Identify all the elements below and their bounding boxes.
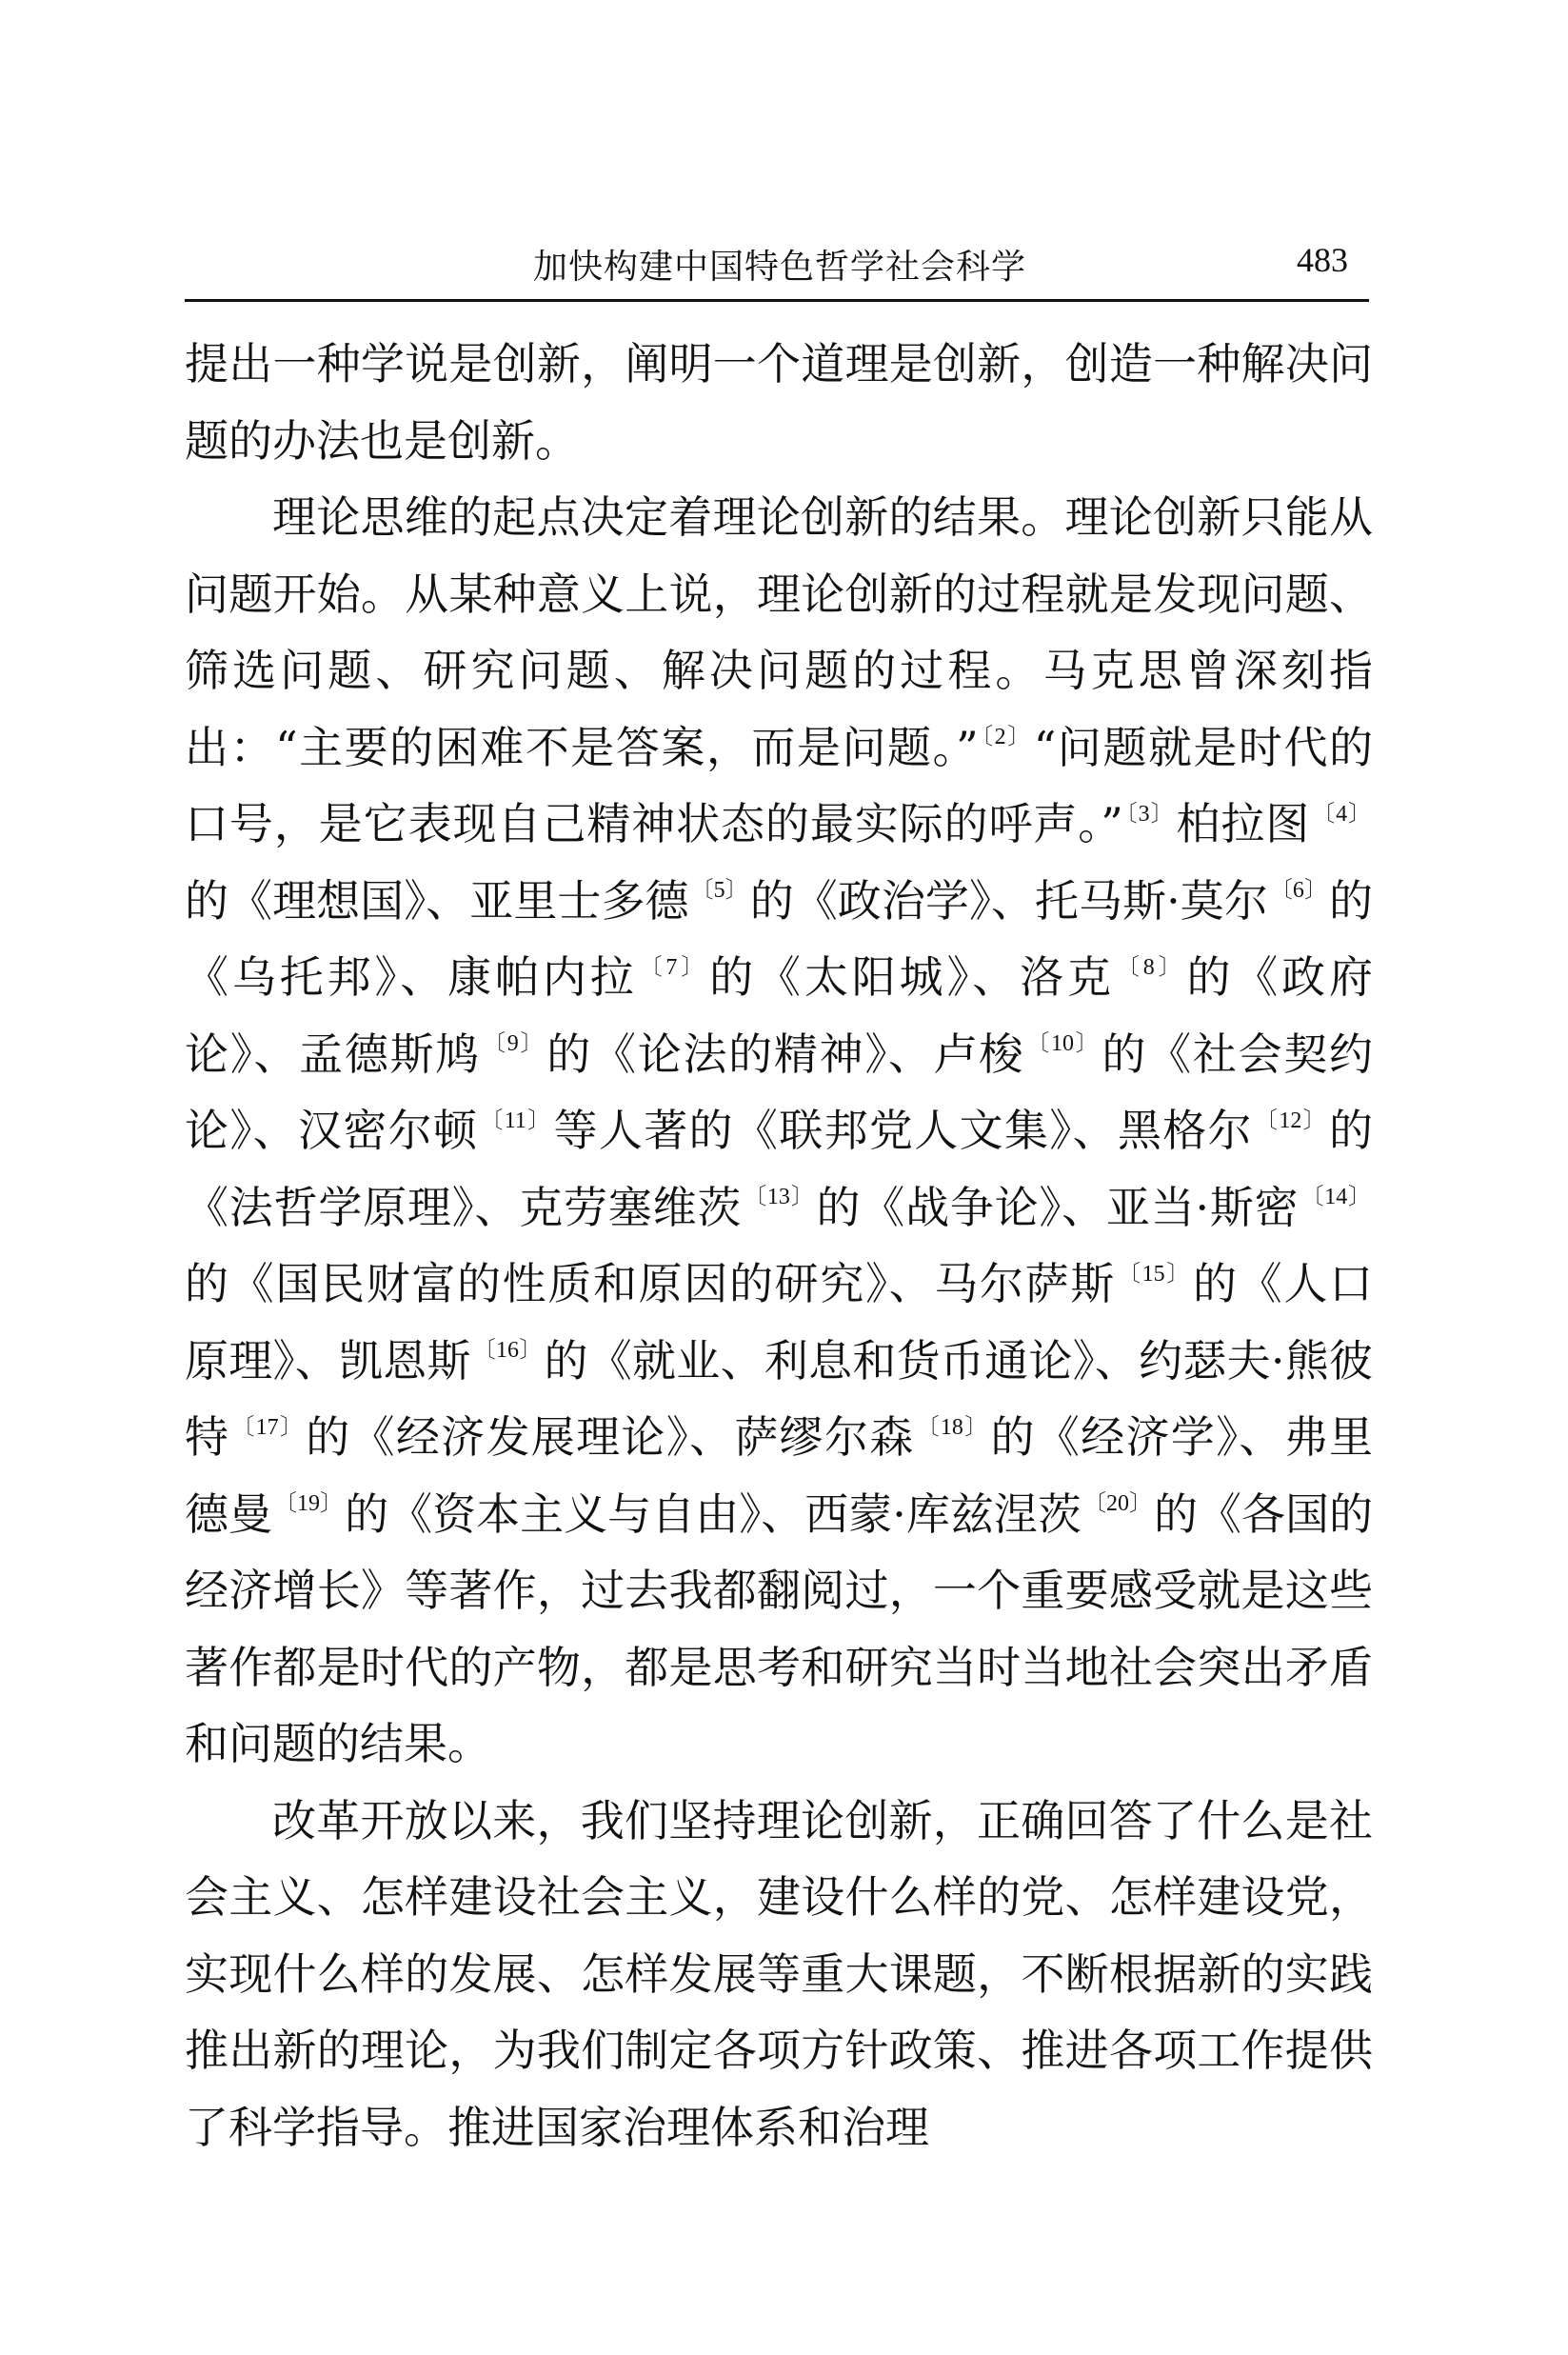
citation-marker: 〔13〕 bbox=[744, 1185, 815, 1210]
citation-marker: 〔20〕 bbox=[1082, 1491, 1152, 1517]
page-header bbox=[185, 236, 1369, 295]
header-rule bbox=[185, 299, 1369, 302]
citation-marker: 〔17〕 bbox=[231, 1414, 305, 1440]
paragraph-text: 改革开放以来，我们坚持理论创新，正确回答了什么是社会主义、怎样建设社会主义，建设什么样的党、怎样建设党，实现什么样的发展、怎样发展等重大课题，不断根据新的实践推出新的理论，为我们制定各项方针政策、推进各项工作提供了科学指导。推进国家治理体系和治理 bbox=[185, 1794, 1373, 2153]
paragraph-text: 的《经济学》、弗里德曼 bbox=[185, 1411, 1374, 1540]
citation-marker: 〔4〕 bbox=[1312, 801, 1372, 827]
paragraph-text: 的《各国的经济增长》等著作，过去我都翻阅过，一个重要感受就是这些著作都是时代的产物，都是思考和研究当时当地社会突出矛盾和问题的结果。 bbox=[185, 1487, 1374, 1769]
paragraph bbox=[185, 326, 1373, 479]
citation-marker: 〔2〕 bbox=[980, 725, 1032, 750]
paragraph bbox=[185, 1783, 1373, 2166]
paragraph-text: 的《理想国》、亚里士多德 bbox=[185, 874, 689, 927]
paragraph-text: 的《乌托邦》、康帕内拉 bbox=[185, 874, 1374, 1003]
paragraph-text: 的《资本主义与自由》、西蒙·库兹涅茨 bbox=[345, 1487, 1082, 1540]
citation-marker: 〔9〕 bbox=[483, 1031, 546, 1057]
paragraph-text: 理论思维的起点决定着理论创新的结果。理论创新只能从问题开始。从某种意义上说，理论创新的过程就是发现问题、筛选问题、研究问题、解决问题的过程。马克思曾深刻指出：“主要的困难不是答案，而是问题。” bbox=[185, 491, 1373, 773]
citation-marker: 〔16〕 bbox=[472, 1338, 543, 1364]
paragraph-text: “问题就是时代的口号，是它表现自己精神状态的最实际的呼声。” bbox=[185, 721, 1373, 849]
citation-marker: 〔8〕 bbox=[1116, 954, 1185, 980]
running-title: 加快构建中国特色哲学社会科学 bbox=[533, 248, 1027, 287]
page-number: 483 bbox=[1297, 241, 1348, 279]
citation-marker: 〔18〕 bbox=[916, 1414, 989, 1440]
paragraph-text: 的《就业、利息和货币通论》、约瑟夫·熊彼特 bbox=[185, 1334, 1374, 1463]
paragraph-text: 柏拉图 bbox=[1176, 798, 1311, 849]
paragraph-text: 的《法哲学原理》、克劳塞维茨 bbox=[185, 1105, 1374, 1233]
paragraph-text: 等人著的《联邦党人文集》、黑格尔 bbox=[553, 1105, 1253, 1156]
citation-marker: 〔15〕 bbox=[1118, 1261, 1191, 1287]
paragraph-text: 的《战争论》、亚当·斯密 bbox=[816, 1181, 1300, 1233]
paragraph-text: 的《政治学》、托马斯·莫尔 bbox=[749, 874, 1268, 927]
paragraph-text: 的《论法的精神》、卢梭 bbox=[546, 1028, 1025, 1080]
paragraph bbox=[185, 479, 1373, 1783]
paragraph-text: 的《国民财富的性质和原因的研究》、马尔萨斯 bbox=[185, 1258, 1116, 1309]
paragraph-text: 提出一种学说是创新，阐明一个道理是创新，创造一种解决问题的办法也是创新。 bbox=[185, 338, 1373, 467]
citation-marker: 〔12〕 bbox=[1255, 1108, 1328, 1133]
citation-marker: 〔6〕 bbox=[1269, 878, 1328, 904]
paragraph-text: 的《经济发展理论》、萨缪尔森 bbox=[306, 1411, 915, 1463]
citation-marker: 〔11〕 bbox=[480, 1108, 552, 1133]
paragraph-text: 的《人口原理》、凯恩斯 bbox=[185, 1258, 1374, 1387]
citation-marker: 〔14〕 bbox=[1300, 1185, 1372, 1210]
citation-marker: 〔7〕 bbox=[639, 954, 708, 980]
citation-marker: 〔10〕 bbox=[1026, 1031, 1101, 1057]
citation-marker: 〔19〕 bbox=[274, 1491, 344, 1517]
citation-marker: 〔5〕 bbox=[690, 878, 748, 904]
paragraph-text: 的《太阳城》、洛克 bbox=[709, 951, 1115, 1003]
body-text bbox=[185, 326, 1373, 2165]
citation-marker: 〔3〕 bbox=[1124, 801, 1175, 827]
paragraph-text: 的《社会契约论》、汉密尔顿 bbox=[185, 1028, 1374, 1156]
paragraph-text: 的《政府论》、孟德斯鸠 bbox=[185, 951, 1374, 1080]
